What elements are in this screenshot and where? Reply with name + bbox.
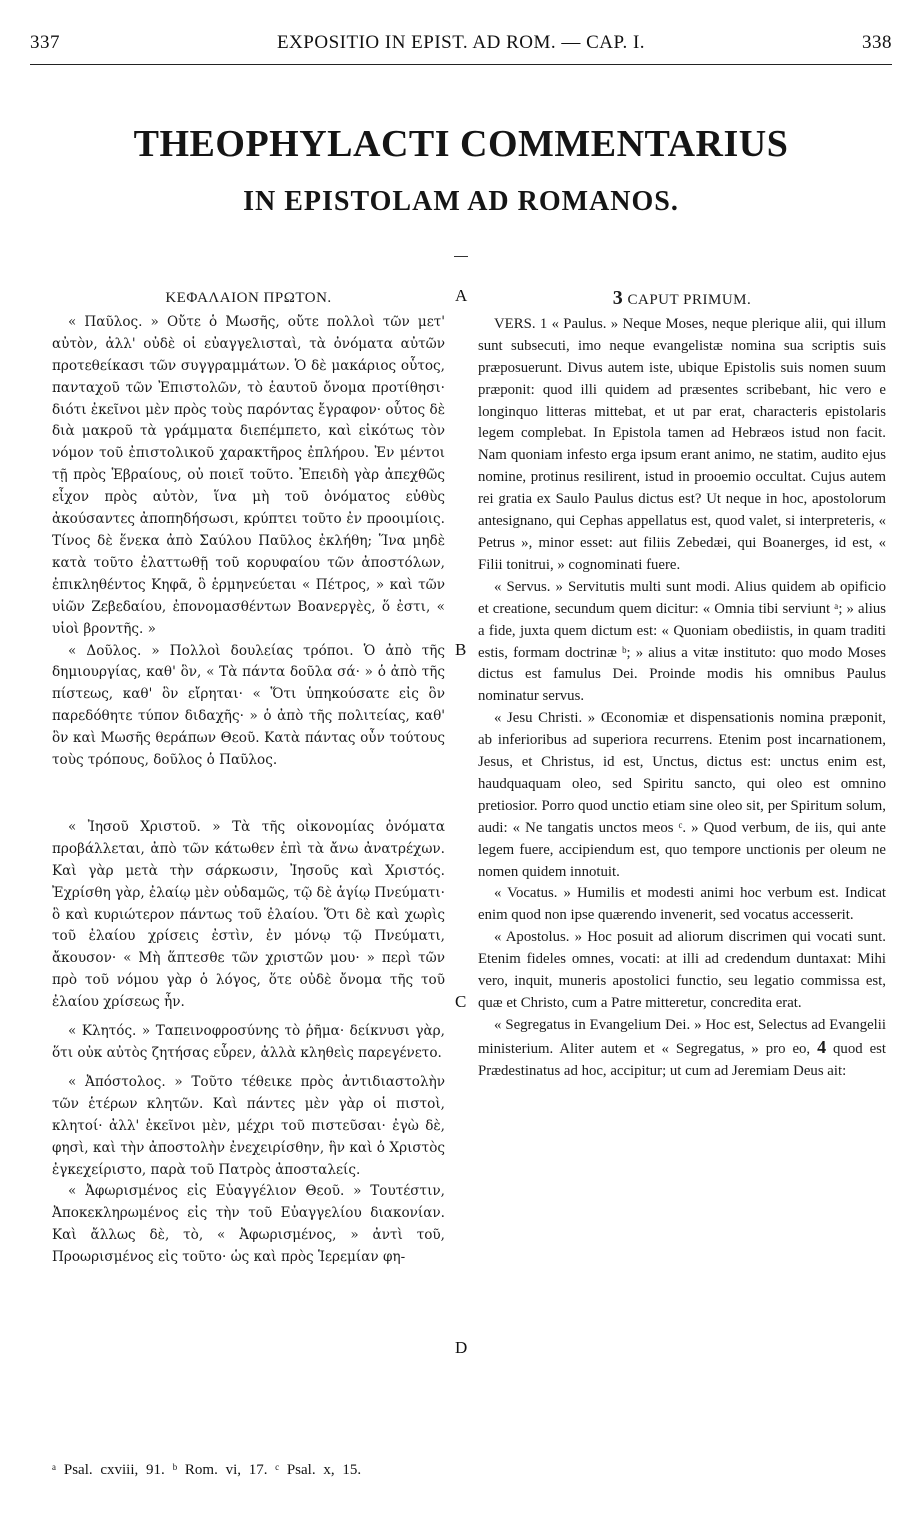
column-number: 3	[612, 287, 624, 309]
page-number-left: 337	[30, 32, 60, 53]
latin-paragraph: « Servus. » Servitutis multi sunt modi. Alius quidem ab opificio et creatione, secundum quem dicitur: « Omnia tibi serviunt ᵃ; » alius a fide, juxta quem dictum est: « Quoniam obediistis, in quam traditi estis, formam doctrinæ ᵇ; » alius a vitæ instituto: quo modo Moses dictus est famulus Dei. Proinde modis his omnibus Paulus nominatur servus.	[478, 578, 886, 705]
header-rule	[30, 64, 892, 65]
greek-paragraph: « Ἰησοῦ Χριστοῦ. » Τὰ τῆς οἰκονομίας ὀνόματα προβάλλεται, ἀπὸ τῶν κάτωθεν ἐπὶ τὰ ἄνω ἀνατρέχων. Καὶ γὰρ μετὰ τὴν σάρκωσιν, Ἰησοῦς καὶ Χριστός. Ἐχρίσθη γὰρ, ἐλαίῳ μὲν οὐδαμῶς, τῷ δὲ ἁγίῳ Πνεύματι· ὃ καὶ κυριώτερον πάντως τοῦ ἐλαίου. Ὅτι δὲ καὶ χωρὶς τοῦ ἐλαίου χρίσεις ἐστὶν, ἐν μόνῳ τῷ Πνεύματι, ἄκουσον· « Μὴ ἅπτεσθε τῶν χριστῶν μου· » περὶ τῶν πρὸ τοῦ νόμου γὰρ ὁ λόγος, ὅτε οὐδὲ ὄνομα τῆς τοῦ ἐλαίου χρίσεως ἦν.	[52, 818, 445, 1011]
margin-letter-c: C	[455, 992, 467, 1011]
page-number-right: 338	[862, 32, 892, 53]
greek-heading: ΚΕΦΑΛΑΙΟΝ ΠΡΩΤΟΝ.	[165, 290, 332, 306]
latin-paragraph: « Vocatus. » Humilis et modesti animi hoc verbum est. Indicat enim quod non ipse quærendo invenerit, sed vocatus accesserit.	[478, 885, 886, 924]
latin-paragraph: « Jesu Christi. » Œconomiæ et dispensationis nomina præponit, ab inferioribus ad superiora recurrens. Etenim post incarnationem, Jesus, et Christus, id est, Unctus, dictus est: unctus enim est, haudquaquam oleo, sed Spiritu sancto, qui oleo est omnino pretiosior. Porro quod unctio etiam sine oleo sit, per Spiritum solum, audi: « Ne tangatis unctos meos ᶜ. » Quod verbum, de iis, qui ante legem fuere, accipiendum est, quo tempore unctionis per oleum ne nomen quidem innotuit.	[478, 710, 886, 880]
margin-letter-b: B	[455, 640, 467, 659]
greek-paragraph: « Ἀπόστολος. » Τοῦτο τέθεικε πρὸς ἀντιδιαστολὴν τῶν ἑτέρων κλητῶν. Καὶ πάντες μὲν γὰρ οἱ πιστοὶ, κλητοί· ἀλλ' ἐκεῖνοι μὲν, μέχρι τοῦ πιστεῦσαι· ἐγὼ δὲ, φησὶ, καὶ τὴν ἀποστολὴν ἐνεχειρίσθην, ἣν καὶ ὁ Χριστὸς ἐγκεχείριστο, παρὰ τοῦ Πατρὸς ἀποσταλείς.	[52, 1073, 445, 1178]
margin-letter-a: A	[455, 286, 468, 305]
greek-paragraph: « Παῦλος. » Οὔτε ὁ Μωσῆς, οὔτε πολλοὶ τῶν μετ' αὐτὸν, ἀλλ' οὐδὲ οἱ εὐαγγελισταὶ, τὰ ὀνόματα αὐτῶν προτεθείκασι τῶν συγγραμμάτων. Ὁ δὲ μακάριος οὗτος, πανταχοῦ τῶν Ἐπιστολῶν, τὸ ἑαυτοῦ ὄνομα προτίθησι· διότι ἐκεῖνοι μὲν πρὸς τοὺς παρόντας ἔγραφον· οὗτος δὲ διὰ μακροῦ τὰ γράμματα διεπέμπετο, καὶ εἰκότως τὸν νόμον τοῦ ἐπιστολικοῦ χαρακτῆρος ἐπλήρου. Ἐν μέντοι τῇ πρὸς Ἑβραίους, οὐ ποιεῖ τοῦτο. Ἐπειδὴ γὰρ ἀπεχθῶς εἶχον πρὸς αὐτὸν, ἵνα μὴ τοῦ ὀνόματος εὐθὺς ἀκούσαντες ἀποπηδήσωσι, κρύπτει τοῦτο ἐν προοιμίοις. Τίνος δὲ ἕνεκα ἀπὸ Σαύλου Παῦλος ἐκλήθη; Ἵνα μηδὲ κατὰ τοῦτο ἐλαττωθῇ τοῦ κορυφαίου τῶν ἀποστόλων, ἐπικληθέντος Κηφᾶ, ὃ ἑρμηνεύεται « Πέτρος, » καὶ τῶν υἱῶν Ζεβεδαίου, ἐπονομασθέντων Βοανεργὲς, ὅ ἐστι, « υἱοὶ βροντῆς. »	[52, 313, 445, 637]
latin-paragraph: « Apostolus. » Hoc posuit ad aliorum discrimen qui vocati sunt. Etenim fideles omnes, vocati: at illi ad credendum duntaxat: Mihi vero, inquit, muneris apostolici functio, seu legatio commissa est, quæ et Christo, cum a Patre mitteretur, concredita erat.	[478, 929, 886, 1011]
running-title: EXPOSITIO IN EPIST. AD ROM. — CAP. I.	[276, 32, 646, 53]
greek-column	[52, 288, 445, 1269]
latin-paragraph: « Segregatus in Evangelium Dei. » Hoc est, Selectus ad Evangelii ministerium. Aliter autem et « Segregatus, » pro eo, 4 quod est Prædestinatus ad hoc, accipitur; ut cum ad Jeremiam Deus ait:	[478, 1016, 887, 1079]
greek-paragraph: « Δοῦλος. » Πολλοὶ δουλείας τρόποι. Ὁ ἀπὸ τῆς δημιουργίας, καθ' ὃν, « Τὰ πάντα δοῦλα σά· » ὁ ἀπὸ τῆς πίστεως, καθ' ὃν εἴρηται· « Ὅτι ὑπηκούσατε εἰς ὃν παρεδόθητε τύπον διδαχῆς· » ὁ ἀπὸ τῆς πολιτείας, καθ' ὃν καὶ Μωσῆς θεράπων Θεοῦ. Κατὰ πάντας οὖν τούτους τοὺς τρόπους, δοῦλος ὁ Παῦλος.	[52, 642, 445, 769]
footnotes: ᵃ Psal. cxviii, 91. ᵇ Rom. vi, 17. ᶜ Psal. x, 15.	[52, 1462, 362, 1478]
latin-paragraph: VERS. 1 « Paulus. » Neque Moses, neque plerique alii, qui illum sunt subsecuti, imo neque evangelistæ nomina sua scriptis suis præposuerunt. Divus autem iste, ubique Epistolis suis nomen suum præponit: quod illi quidem ad præsentes scribebant, hic vero e longinquo litteras mittebat, et ut par erat, characteris epistolaris legem complebat. In Epistola tamen ad Hebræos istud non facit. Nam quoniam infesto erga ipsum erant animo, ne statim, audito ejus nomine, protinus resilirent, istud in prooemio occultat. Cujus autem rei gratia ex Saulo Paulus dictus est? Ut neque in hoc, apostolorum antesignano, qui Cephas appellatus est, quod valet, si interpreteris, « Petrus », minor esset: aut filiis Zebedæi, qui Boanerges, id est, « Filii tonitrui, » cognominati fuere.	[478, 315, 886, 573]
latin-column	[478, 288, 886, 1083]
title-divider	[454, 256, 468, 257]
greek-paragraph: « Ἀφωρισμένος εἰς Εὐαγγέλιον Θεοῦ. » Τουτέστιν, Ἀποκεκληρωμένος εἰς τὴν τοῦ Εὐαγγελίου διακονίαν. Καὶ ἄλλως δὲ, τὸ, « Ἀφωρισμένος, » ἀντὶ τοῦ, Προωρισμένος εἰς τοῦτο· ὡς καὶ πρὸς Ἱερεμίαν φη-	[52, 1183, 445, 1266]
page-title: THEOPHYLACTI COMMENTARIUS	[133, 123, 789, 165]
column-number: 4	[817, 1036, 827, 1057]
greek-paragraph: « Κλητός. » Ταπεινοφροσύνης τὸ ῥῆμα· δείκνυσι γὰρ, ὅτι οὐκ αὐτὸς ζητήσας εὗρεν, ἀλλὰ κληθεὶς παρεγένετο.	[52, 1023, 445, 1061]
latin-heading: 3 CAPUT PRIMUM.	[612, 287, 752, 309]
page-subtitle: IN EPISTOLAM AD ROMANOS.	[243, 186, 679, 217]
margin-letter-d: D	[455, 1338, 468, 1357]
running-header	[30, 32, 892, 58]
